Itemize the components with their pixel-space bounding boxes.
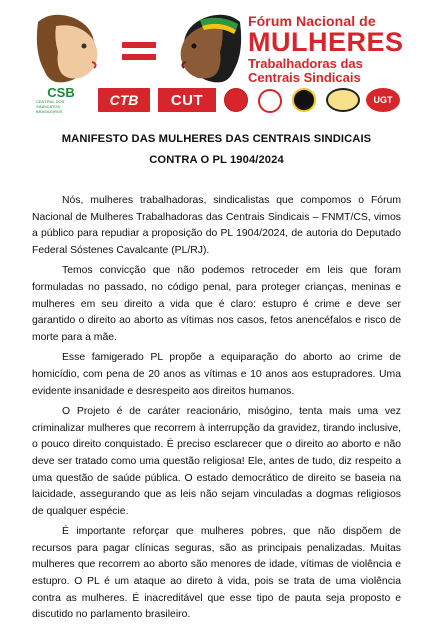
forum-title-line-3: Trabalhadoras das — [248, 56, 363, 71]
forum-title-line-4: Centrais Sindicais — [248, 70, 361, 85]
paragraph-1: Nós, mulheres trabalhadoras, sindicalistas que compomos o Fórum Nacional de Mulheres Trabalhadoras das Centrais Sindicais – FNMT/CS, vimos a público para repudiar a proposição do PL 1904/2024, de autoria do Deputado Federal Sóstenes Cavalcante (PL/RJ). — [32, 195, 401, 256]
cut-logo: CUT — [158, 88, 216, 112]
header-banner — [30, 8, 404, 116]
paragraph-5: É importante reforçar que mulheres pobres, que não dispõem de recursos para pagar clínicas seguras, são as principais penalizadas. Muitas mulheres que recorrem ao aborto são menores de idade, vítimas de violência e estupro. O PL é um ataque ao direto à vida, pois se trata de uma violência contra as mulheres. É inacreditável que esse tipo de pauta seja proposto e discutido no parlamento brasileiro. — [32, 526, 401, 621]
manifesto-title-line-1: MANIFESTO DAS MULHERES DAS CENTRAIS SINDICAIS — [61, 133, 372, 145]
csb-logo — [36, 85, 86, 114]
forum-title-line-2: MULHERES — [248, 27, 404, 57]
forum-title-line-1: Fórum Nacional de — [248, 13, 376, 29]
paragraph-2: Temos convicção que não podemos retroceder em leis que foram formuladas no passado, no código penal, para proteger crianças, meninas e mulheres em seu direito a vida que é claro: estupro é crime e deve ser garantido o direito ao aborto as vítimas nos casos, fetos anencéfalos e risco de morte para a mãe. — [32, 265, 401, 343]
forca-sindical-logo — [224, 88, 248, 112]
paragraph-4: O Projeto é de caráter reacionário, misógino, tenta mais uma vez criminalizar mulheres que recorrem à interrupção da gravidez, tirando inclusive, o pouco direito conquistado. É preciso esclarecer que o direito ao aborto e não deve ser tratado como uma questão religiosa! Ele, antes de tudo, diz respeito a uma questão de saúde pública. O estado democrático de direito se baseia na laicidade, assegurando que as leis não sejam vinculadas a dogmas religiosos de qualquer espécie. — [32, 406, 401, 517]
intersindical-logo — [292, 88, 316, 112]
manifesto-body — [32, 193, 401, 628]
csb-logo-text: CSB — [47, 85, 75, 100]
nova-central-logo — [258, 89, 282, 113]
csb-logo-subtext: CENTRAL DOS SINDICATOS BRASILEIROS — [36, 99, 65, 114]
ctb-logo: CTB — [98, 88, 150, 112]
forum-title — [248, 14, 408, 84]
two-faces-illustration — [34, 12, 244, 88]
ugt-logo: UGT — [366, 88, 400, 112]
union-logos-row — [30, 85, 404, 114]
manifesto-title-line-2: CONTRA O PL 1904/2024 — [149, 154, 284, 166]
ncst-logo — [326, 88, 360, 112]
paragraph-3: Esse famigerado PL propõe a equiparação do aborto ao crime de homicídio, com pena de 20 anos as vítimas e 10 anos aos estupradores. Uma evidente insanidade e desrespeito aos direitos humanos. — [32, 352, 401, 397]
